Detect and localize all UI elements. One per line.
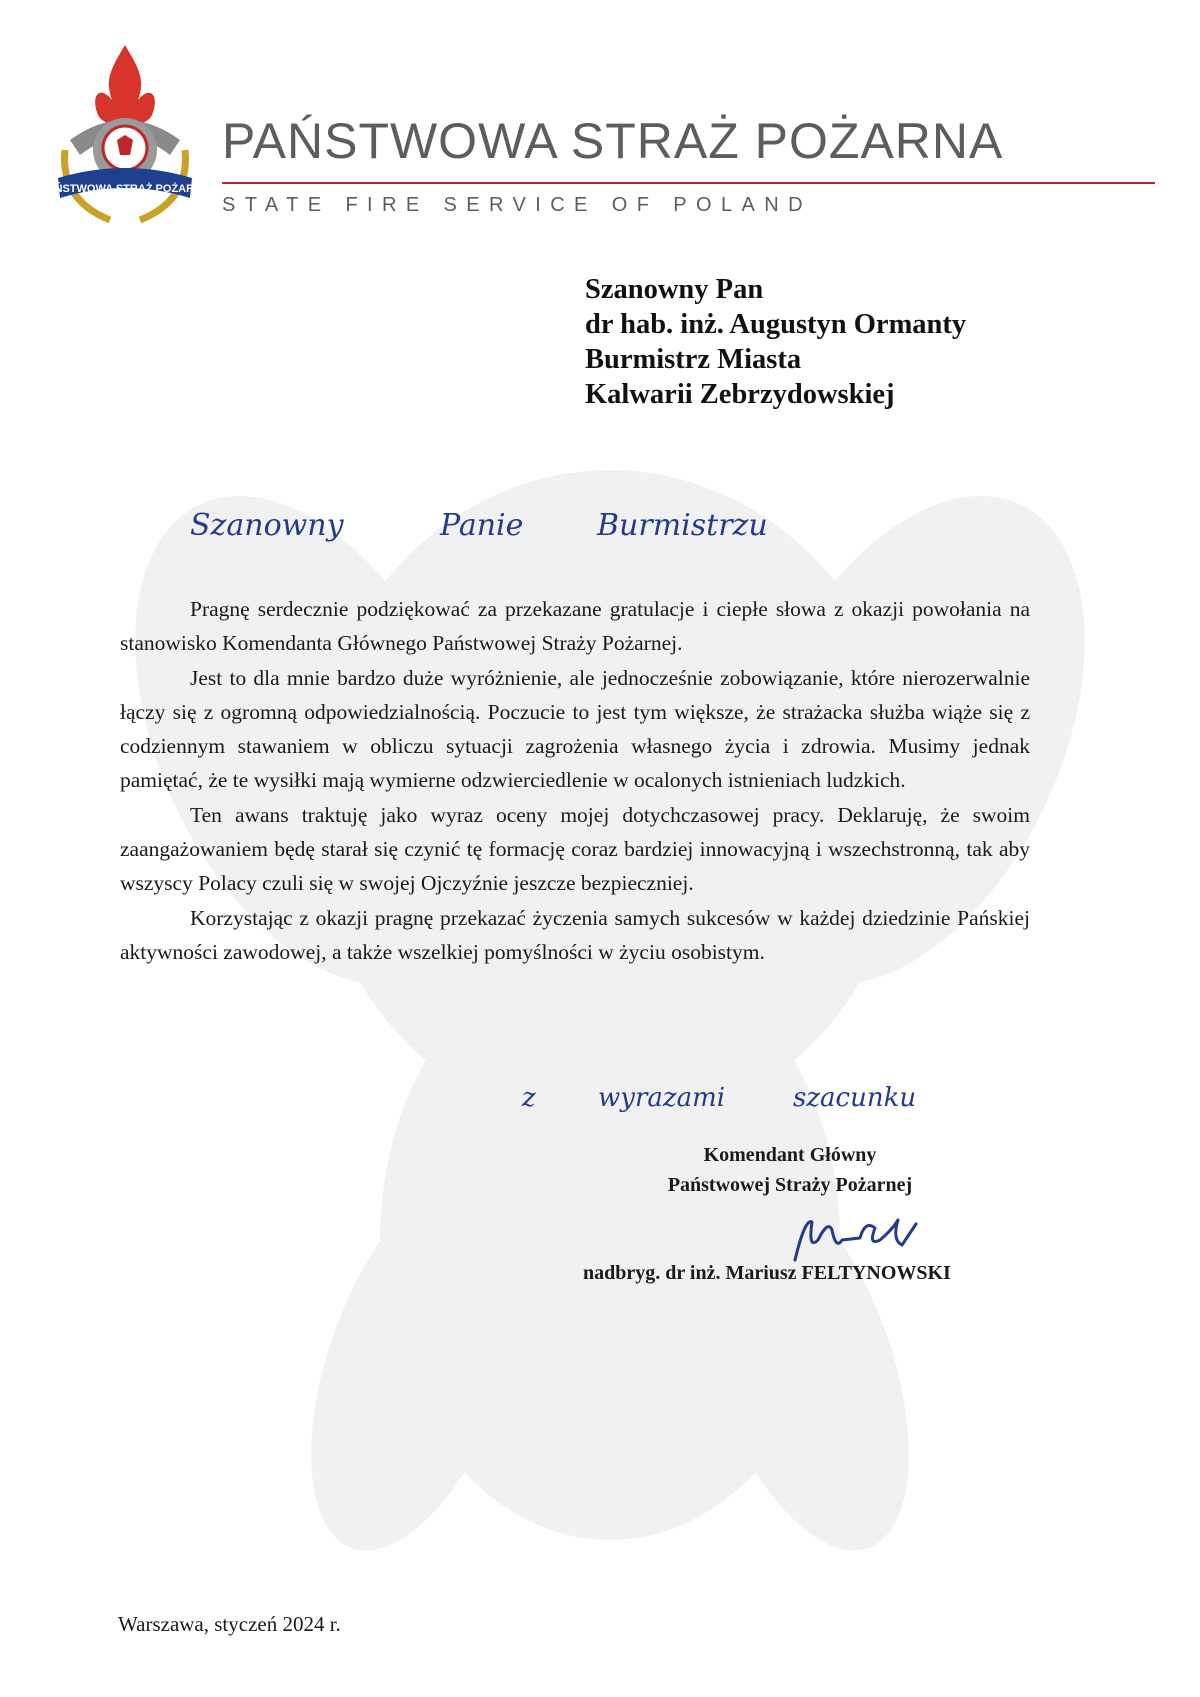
org-subtitle: STATE FIRE SERVICE OF POLAND <box>222 194 812 216</box>
letter-body <box>120 592 1030 969</box>
body-paragraph: Korzystając z okazji pragnę przekazać życzenia samych sukcesów w każdej dziedzinie Pańskiej aktywności zawodowej, a także wszelkiej pomyślności w życiu osobistym. <box>120 905 1030 964</box>
signer-title-line: Państwowej Straży Pożarnej <box>667 1174 913 1196</box>
recipient-name: dr hab. inż. Augustyn Ormanty <box>585 309 967 340</box>
org-title: PAŃSTWOWA STRAŻ POŻARNA <box>222 113 1004 169</box>
handwritten-greeting-word: Burmistrzu <box>597 508 768 543</box>
handwritten-closing-word: z <box>522 1083 536 1113</box>
signer-title-line: Komendant Główny <box>703 1144 877 1166</box>
handwritten-greeting-word: Szanowny <box>190 508 344 543</box>
signer-name: nadbryg. dr inż. Mariusz FELTYNOWSKI <box>583 1262 951 1284</box>
handwritten-greeting-word: Panie <box>440 508 524 543</box>
body-paragraph: Ten awans traktuję jako wyraz oceny mojej dotychczasowej pracy. Deklaruję, że swoim zaangażowaniem będę starał się czynić tę formację coraz bardziej innowacyjną i wszechstronną, tak aby wszyscy Polacy czuli się w swojej Ojczyźnie jeszcze bezpieczniej. <box>120 802 1030 896</box>
handwritten-closing-word: szacunku <box>793 1083 917 1113</box>
recipient-position: Burmistrz Miasta <box>585 344 802 375</box>
psp-emblem-logo <box>40 40 210 230</box>
body-paragraph: Jest to dla mnie bardzo duże wyróżnienie, ale jednocześnie zobowiązanie, które nierozerwalnie łączy się z ogromną odpowiedzialnością. Poczucie to jest tym większe, że strażacka służba wiąże się z codziennym stawaniem w obliczu sytuacji zagrożenia własnego życia i zdrowia. Musimy jednak pamiętać, że te wysiłki mają wymierne odzwierciedlenie w ocalonych istnieniach ludzkich. <box>120 665 1030 793</box>
handwritten-closing-word: wyrazami <box>598 1083 726 1113</box>
recipient-block <box>585 272 966 412</box>
eagle-watermark <box>120 380 1100 1580</box>
body-paragraph: Pragnę serdecznie podziękować za przekazane gratulacje i ciepłe słowa z okazji powołania na stanowisko Komendanta Głównego Państwowej Straży Pożarnej. <box>120 597 1030 656</box>
signer-title <box>620 1140 960 1200</box>
recipient-location: Kalwarii Zebrzydowskiej <box>585 379 895 410</box>
recipient-salutation: Szanowny Pan <box>585 274 764 305</box>
logo-band-text: PAŃSTWOWA STRAŻ POŻARNA <box>40 183 210 195</box>
place-date: Warszawa, styczeń 2024 r. <box>118 1612 341 1636</box>
header-divider <box>222 182 1155 184</box>
